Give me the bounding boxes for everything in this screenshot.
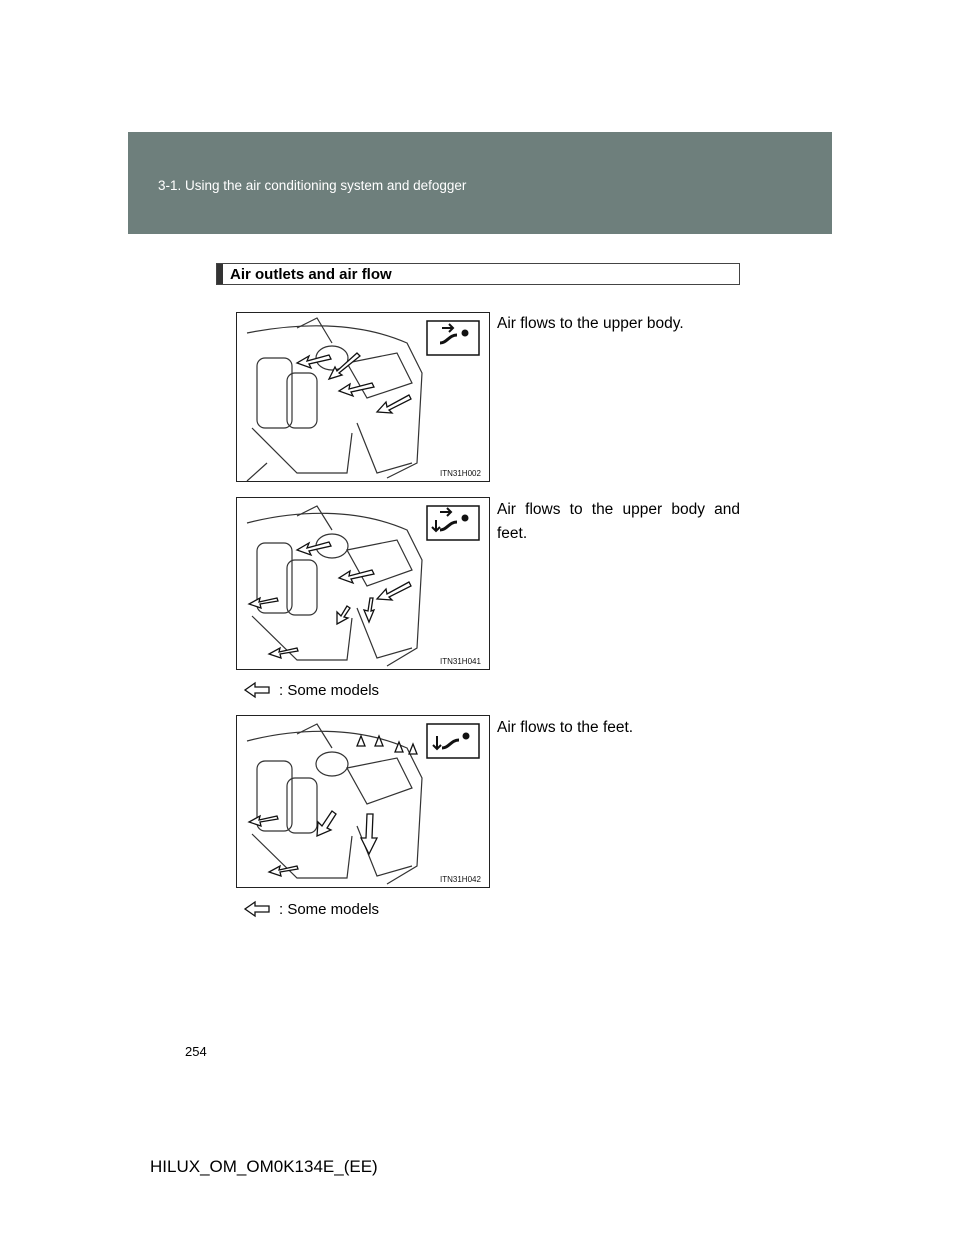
mode-description: Air flows to the feet. [497, 719, 634, 736]
left-arrow-icon [243, 681, 271, 699]
some-models-note [243, 900, 379, 918]
figure-face-mode [236, 312, 490, 482]
figure-id-label: ITN31H042 [440, 875, 481, 884]
car-interior-illustration [237, 313, 490, 482]
airflow-arrows [249, 542, 411, 658]
note-text: : Some models [279, 900, 380, 918]
section-heading [216, 263, 740, 285]
page-number: 254 [185, 1044, 207, 1059]
mode-description: Air flows to the upper body and feet. [497, 501, 740, 542]
chapter-header [128, 132, 832, 234]
mode-icon-box [427, 321, 479, 355]
figure-id-label: ITN31H002 [440, 469, 481, 478]
mode-icon-box [427, 724, 479, 758]
figure-bilevel-mode [236, 497, 490, 670]
note-text: : Some models [279, 681, 380, 699]
mode-description: Air flows to the upper body. [497, 315, 684, 332]
document-code: HILUX_OM_OM0K134E_(EE) [150, 1157, 378, 1176]
some-models-note [243, 681, 379, 699]
section-title: Air outlets and air flow [230, 266, 392, 283]
mode-icon-box [427, 506, 479, 540]
figure-feet-mode [236, 715, 490, 888]
car-interior-illustration [237, 498, 490, 670]
chapter-title: 3-1. Using the air conditioning system and defogger [158, 178, 467, 193]
car-interior-illustration [237, 716, 490, 888]
heading-marker [217, 264, 223, 284]
left-arrow-icon [243, 900, 271, 918]
figure-id-label: ITN31H041 [440, 657, 481, 666]
